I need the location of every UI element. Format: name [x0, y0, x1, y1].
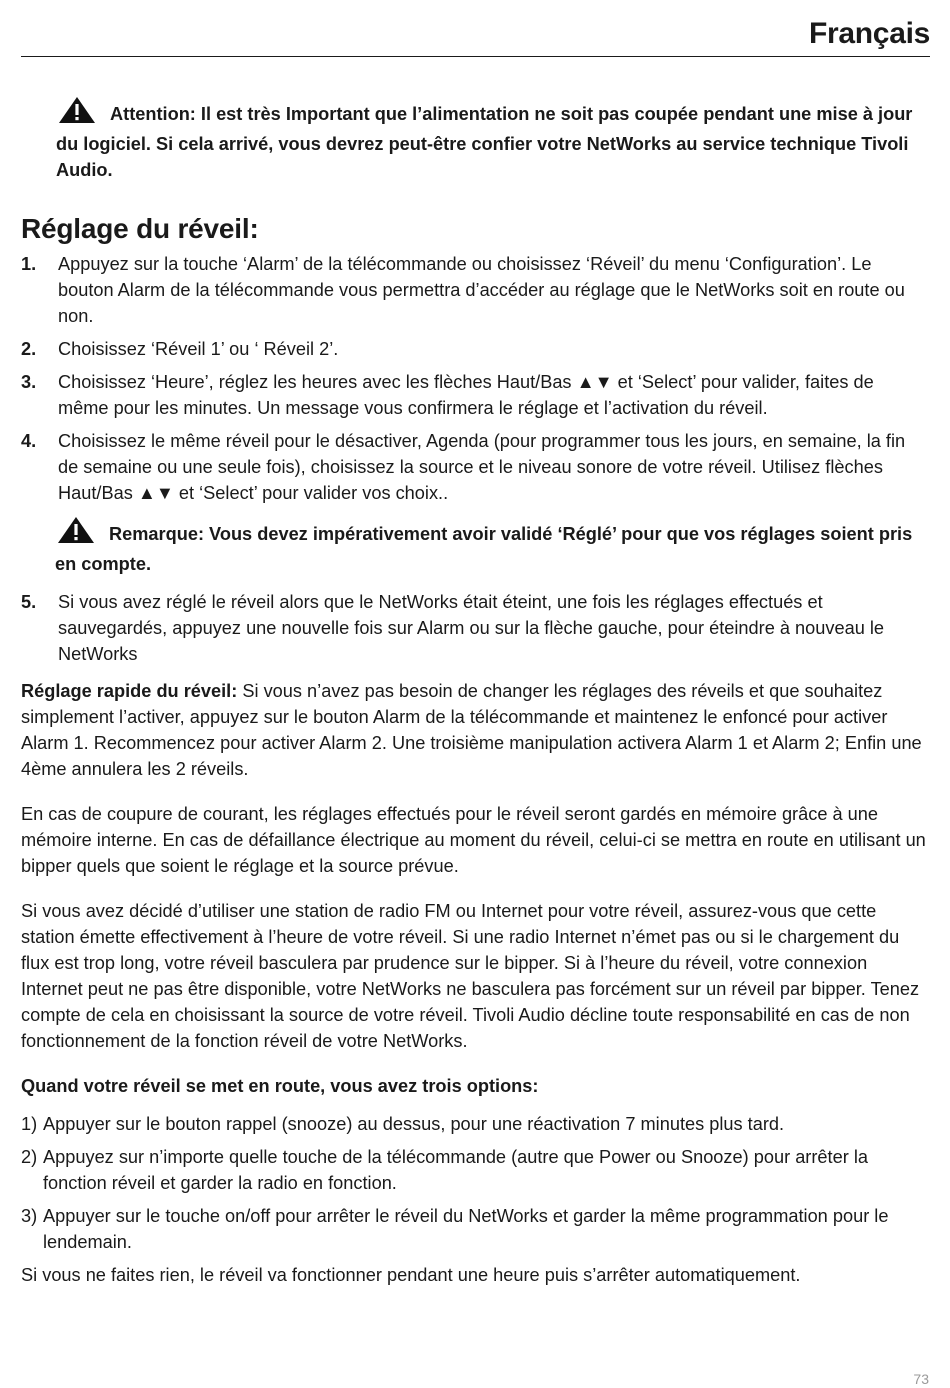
page-header: [21, 14, 930, 57]
quick-setting-label: Réglage rapide du réveil:: [21, 681, 238, 701]
option-text: Appuyer sur le touche on/off pour arrêter le réveil du NetWorks et garder la même programmation pour le lendemain.: [43, 1206, 889, 1252]
step-text: Choisissez ‘Heure’, réglez les heures avec les flèches Haut/Bas ▲▼ et ‘Select’ pour valider, faites de même pour les minutes. Un message vous confirmera le réglage et l’activation du réveil.: [58, 372, 874, 418]
step-text: Choisissez le même réveil pour le désactiver, Agenda (pour programmer tous les jours, en semaine, la fin de semaine ou une seule fois), choisissez la source et le niveau sonore de votre réveil. Utilisez flèches Haut/Bas ▲▼ et ‘Select’ pour valider vos choix..: [58, 431, 906, 503]
step-number: 3.: [21, 372, 37, 392]
radio-paragraph: Si vous avez décidé d’utiliser une station de radio FM ou Internet pour votre réveil, assurez-vous que cette station émette effectivement à l’heure de votre réveil. Si une radio Internet n’émet pas ou si le chargement du flux est trop long, votre réveil basculera par prudence sur le bipper. Si à l’heure du réveil, votre connexion Internet peut ne pas être disponible, votre NetWorks ne basculera pas forcément sur un réveil par bipper. Tenez compte de cela en choisissant la source de votre réveil. Tivoli Audio décline toute responsabilité en cas de non fonctionnement de la fonction réveil de votre NetWorks.: [21, 901, 920, 1051]
list-item: [21, 589, 927, 667]
warning-triangle-icon: [58, 96, 96, 131]
steps-list: [21, 251, 927, 667]
closing-paragraph: Si vous ne faites rien, le réveil va fonctionner pendant une heure puis s’arrêter automatiquement.: [21, 1265, 801, 1285]
quick-setting-paragraph: [21, 678, 927, 782]
step-number: 4.: [21, 431, 37, 451]
step-number: 2.: [21, 339, 37, 359]
options-title: Quand votre réveil se met en route, vous avez trois options:: [21, 1076, 539, 1096]
list-item: [21, 1111, 927, 1137]
option-text: Appuyer sur le bouton rappel (snooze) au dessus, pour une réactivation 7 minutes plus tard.: [43, 1114, 785, 1134]
attention-notice: [56, 96, 927, 183]
power-cut-paragraph: En cas de coupure de courant, les réglages effectués pour le réveil seront gardés en mémoire grâce à une mémoire interne. En cas de défaillance électrique au moment du réveil, celui-ci se mettra en route en utilisant un bipper quels que soient le réglage et la source prévue.: [21, 804, 926, 876]
remark-text: Remarque: Vous devez impérativement avoir validé ‘Réglé’ pour que vos réglages soient pris en compte.: [55, 524, 913, 574]
list-item: [21, 1203, 927, 1255]
quick-setting-text: Si vous n’avez pas besoin de changer les réglages des réveils et que souhaitez simplement l’activer, appuyez sur le bouton Alarm de la télécommande et maintenez le enfoncé pour activer Alarm 1. Recommencez pour activer Alarm 2. Une troisième manipulation activera Alarm 1 et Alarm 2; Enfin une 4ème annulera les 2 réveils.: [21, 681, 922, 779]
list-item: [21, 336, 927, 362]
step-number: 5.: [21, 592, 37, 612]
page-content: [21, 96, 927, 1288]
list-item: [21, 1144, 927, 1196]
list-item: [21, 428, 927, 506]
step-text: Choisissez ‘Réveil 1’ ou ‘ Réveil 2’.: [58, 339, 339, 359]
remark-notice: [55, 516, 927, 577]
list-item: [21, 369, 927, 421]
warning-triangle-icon: [57, 516, 95, 551]
step-text: Si vous avez réglé le réveil alors que le NetWorks était éteint, une fois les réglages effectués et sauvegardés, appuyez une nouvelle fois sur Alarm ou sur la flèche gauche, pour éteindre à nouveau le NetWorks: [58, 592, 885, 664]
option-text: Appuyez sur n’importe quelle touche de la télécommande (autre que Power ou Snooze) pour arrêter la fonction réveil et garder la radio en fonction.: [43, 1147, 868, 1193]
page-number: 73: [913, 1371, 929, 1387]
section-title: Réglage du réveil:: [21, 213, 259, 244]
language-title: Français: [809, 17, 930, 50]
attention-text: Attention: Il est très Important que l’alimentation ne soit pas coupée pendant une mise à jour du logiciel. Si cela arrivé, vous devrez peut-être confier votre NetWorks au service technique Tivoli Audio.: [56, 104, 913, 180]
step-number: 1.: [21, 254, 37, 274]
option-number: 1): [21, 1114, 38, 1134]
option-number: 3): [21, 1206, 38, 1226]
step-text: Appuyez sur la touche ‘Alarm’ de la télécommande ou choisissez ‘Réveil’ du menu ‘Configuration’. Le bouton Alarm de la télécommande vous permettra d’accéder au réglage que le NetWorks soit en route ou non.: [58, 254, 905, 326]
option-number: 2): [21, 1147, 38, 1167]
list-item: [21, 251, 927, 329]
